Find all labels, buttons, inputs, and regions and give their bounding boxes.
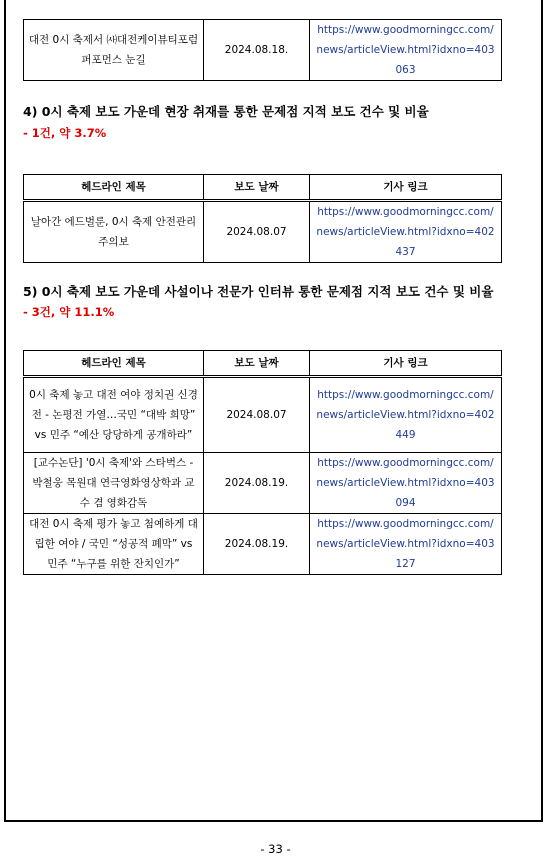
article-link[interactable]: https://www.goodmorningcc.com/news/articleView.html?idxno=403127 — [310, 514, 502, 575]
table-header-row — [24, 351, 502, 377]
table-row — [24, 20, 502, 81]
table-header-row — [24, 175, 502, 201]
top-reference-table — [23, 19, 502, 81]
date-cell: 2024.08.19. — [204, 514, 310, 575]
headline-cell: [교수논단] '0시 축제'와 스타벅스 - 박철웅 목원대 연극영화영상학과 교수 겸 영화감독 — [24, 453, 204, 514]
column-header-link: 기사 링크 — [310, 351, 502, 377]
section-5-table — [23, 350, 502, 575]
column-header-headline: 헤드라인 제목 — [24, 175, 204, 201]
table-row — [24, 453, 502, 514]
headline-cell: 대전 0시 축제 평가 놓고 첨예하게 대립한 여야 / 국민 “성공적 폐막” vs 민주 “누구를 위한 잔치인가” — [24, 514, 204, 575]
date-cell: 2024.08.07 — [204, 377, 310, 453]
column-header-link: 기사 링크 — [310, 175, 502, 201]
headline-cell: 대전 0시 축제서 ㈔대전케이뷰티포럼 퍼포먼스 눈길 — [24, 20, 204, 81]
article-link[interactable]: https://www.goodmorningcc.com/news/articleView.html?idxno=402437 — [310, 201, 502, 263]
section-5-stat: - 3건, 약 11.1% — [23, 305, 115, 319]
date-cell: 2024.08.07 — [204, 201, 310, 263]
article-link[interactable]: https://www.goodmorningcc.com/news/articleView.html?idxno=403063 — [310, 20, 502, 81]
section-4-heading: 4) 0시 축제 보도 가운데 현장 취재를 통한 문제점 지적 보도 건수 및 비율 — [23, 104, 429, 119]
table-row — [24, 377, 502, 453]
date-cell: 2024.08.19. — [204, 453, 310, 514]
date-cell: 2024.08.18. — [204, 20, 310, 81]
table-row — [24, 201, 502, 263]
section-4-stat: - 1건, 약 3.7% — [23, 126, 107, 140]
section-5-heading: 5) 0시 축제 보도 가운데 사설이나 전문가 인터뷰 통한 문제점 지적 보도 건수 및 비율 — [23, 284, 494, 299]
article-link[interactable]: https://www.goodmorningcc.com/news/articleView.html?idxno=402449 — [310, 377, 502, 453]
headline-cell: 날아간 에드벌룬, 0시 축제 안전관리 주의보 — [24, 201, 204, 263]
table-row — [24, 514, 502, 575]
column-header-date: 보도 날짜 — [204, 351, 310, 377]
column-header-date: 보도 날짜 — [204, 175, 310, 201]
article-link[interactable]: https://www.goodmorningcc.com/news/articleView.html?idxno=403094 — [310, 453, 502, 514]
headline-cell: 0시 축제 놓고 대전 여야 정치권 신경전 - 논평전 가열…국민 “대박 희망” vs 민주 “예산 당당하게 공개하라” — [24, 377, 204, 453]
page-number: - 33 - — [260, 842, 291, 856]
section-4-table — [23, 174, 502, 263]
column-header-headline: 헤드라인 제목 — [24, 351, 204, 377]
